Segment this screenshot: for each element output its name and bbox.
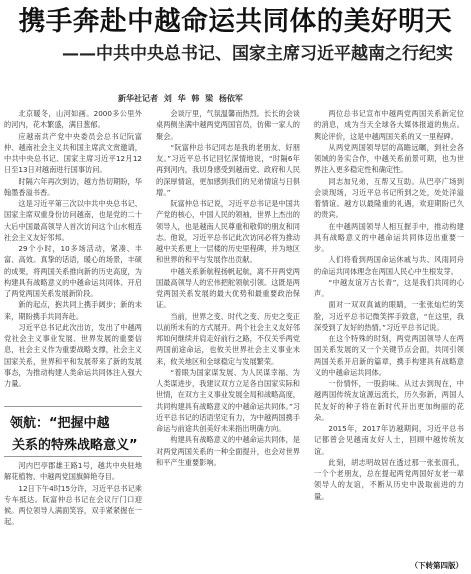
article-column-1 bbox=[4, 108, 142, 389]
paragraph: 时隔六年再次到访，越方热切期盼，华翰墨香溢书香。 bbox=[4, 176, 142, 197]
section-subhead bbox=[4, 408, 144, 456]
paragraph: 面对一双双真诚的眼睛，一张张灿烂的笑脸，习近平总书记微笑挥手致意，“在这里，我深受到了友好的热情。”习近平总书记说。 bbox=[314, 300, 464, 332]
subhead-bottom-rule bbox=[4, 456, 142, 457]
paragraph: 29个小时，10多场活动，紧凑、丰富、高效。真挚的话语，暖心的场景，丰硕的成果，将两国关系推向新的历史高度，为构建具有战略意义的中越命运共同体、开启了两党两国关系发展新阶段。 bbox=[4, 244, 142, 298]
subtitle: ——中共中央总书记、国家主席习近平越南之行纪实 bbox=[62, 44, 453, 64]
paragraph: “阮富仲总书记同志是我的老朋友、好朋友。”习近平总书记回忆深情地说，“时隔6年再到河内，我切身感受到越南党、政府和人民的深厚情谊，更加感到我们的兄弟情谊与日俱增。” bbox=[156, 142, 300, 197]
paragraph: 从两党两国领导层的高瞻远瞩，到社会各领域的务实合作，中越关系前景可期，也为世界注入更多稳定性和确定性。 bbox=[314, 142, 464, 175]
paragraph: 此刻，胡志明故居在透过那一张张面孔，一个个老朋友，总在提起两党两国好友老一辈领导人的友谊，不断从历史中汲取前进的力量。 bbox=[314, 457, 464, 501]
paragraph: “中越友谊万古长青”，这是我们共同的心声。 bbox=[314, 277, 464, 298]
headline: 携手奔赴中越命运共同体的美好明天 bbox=[18, 6, 453, 37]
paragraph: 一份情怀，一股韵味。从过去到现在，中越两国传统友谊源远流长，历久弥新，两国人民友好的种子将在新时代开出更加绚丽的花朵。 bbox=[314, 379, 464, 422]
paragraph: 习近平总书记此次出访，发出了中越两党社会主义事业发展、世界发展的重要信息，社会主义作为重要战略支撑，社会主义国家关系，世界和平和发展带来了新的发展事态，为推动构建人类命运共同体注入强大力量。 bbox=[4, 322, 142, 388]
subhead-line-2: 关系的特殊战略意义” bbox=[12, 438, 138, 453]
paragraph: 人们将看到两国命运休戚与共、风雨同舟的命运共同体理念在两国人民心中生根发芽。 bbox=[314, 255, 464, 276]
byline: 新华社记者 刘 华 韩 梁 杨依军 bbox=[118, 94, 243, 103]
paragraph: 会谈厅里，气氛温馨而热烈。长长的会谈桌两侧坐满中越两党两国官员，仿佛一家人的聚会。 bbox=[156, 109, 300, 141]
paragraph: 新的起点，抱共同上携手阔步；新的未来，期盼携手共同奔赴。 bbox=[4, 300, 142, 321]
paragraph: 阮富仲总书记说，习近平总书记是中国共产党的核心，中国人民的领袖，世界上杰出的领导人，也是越南人民尊重和敬仰的朋友和同志。他说，习近平总书记此次访问必将为推动越中关系更上一层楼的历史里程碑，并为地区和世界的和平与发展作出贡献。 bbox=[156, 199, 300, 265]
paragraph: 在这个特殊的时刻，两党两国领导人在两国关系发展的又一个关键节点会面，共同引领两国关系开启新的篇章，携手构建具有战略意义的中越命运共同体。 bbox=[314, 334, 464, 377]
paragraph: “着眼为国家谋发展、为人民谋幸福、为人类谋进步，我建议双方立足各自国家实际和世情，在双方主义事业发展全局和战略高度，共同构建具有战略意义的中越命运共同体。”习近平总书记的话语坚定有力，为中越两国携手命运与前途共创美好未来指出明确方向。 bbox=[156, 367, 300, 433]
article-column-2 bbox=[156, 108, 300, 468]
article-column-3 bbox=[314, 108, 464, 502]
subhead-top-rule bbox=[4, 406, 142, 407]
paragraph: 同志加兄弟，互帮又互助。从巴亭广场到会谈现场，习近平总书记所到之处，处处洋溢着情谊。越方以最隆重的礼遇，欢迎期盼已久的贵宾。 bbox=[314, 176, 464, 220]
paragraph: 构建具有战略意义的中越命运共同体，是对两党两国关系的一种全面提升，也会对世界和平产生重要影响。 bbox=[156, 435, 300, 467]
paragraph: 在中越两国领导人相互握手中，推动构建具有战略意义的中越命运共同体迈出重要一步。 bbox=[314, 221, 464, 253]
subhead-line-1: 领航：“把握中越 bbox=[10, 416, 110, 431]
paragraph: 两位总书记宣布中越两党两国关系新定位的消息，成为当天全球各大媒体报道的焦点。舆论评价，这是中越两国关系的又一里程碑。 bbox=[314, 109, 464, 141]
article-column-1b bbox=[4, 460, 142, 528]
paragraph: 河内巴亭郡雄王路1号，越共中央驻地解花植物、中越两党国旗鲜艳夺目。 bbox=[4, 461, 142, 482]
paragraph: 北京暖冬，山河如画。2000多公里外的河内，花木繁盛，满目葱郁。 bbox=[4, 109, 142, 130]
continued-note: （下转第四版） bbox=[410, 561, 463, 570]
paragraph: 2015年，2017年访越期间，习近平总书记都曾会见越南友好人士，回顾中越传统友谊。 bbox=[314, 424, 464, 456]
paragraph: 这是习近平第三次以中共中央总书记、国家主席双重身份访问越南，也是党的二十大后中国最高领导人首次访问这个山水相连社会主义友好邻邦。 bbox=[4, 199, 142, 242]
paragraph: 中越关系新航程扬帆起航，离不开两党两国最高领导人的宏伟把舵领航引领。这既是两党两国关系发展的最大优势和最重要政治保证。 bbox=[156, 266, 300, 310]
paragraph: 应越南共产党中央委员会总书记阮富仲、越南社会主义共和国主席武文赏邀请，中共中央总书记、国家主席习近平12月12日至13日对越南进行国事访问。 bbox=[4, 131, 142, 175]
paragraph: 当前，世界之变、时代之变、历史之变正以前所未有的方式展开。两个社会主义友好邻邦如何继续并肩走好前行之路，不仅关乎两党两国前途命运，也攸关世界社会主义事业未来，攸关地区和全球稳定与发展繁荣。 bbox=[156, 311, 300, 366]
paragraph: 12日下午4时15分许，习近平总书记乘专车抵达。阮富仲总书记在会议厅门口迎候。两位领导人满面笑容，双手紧紧握在一起。 bbox=[4, 483, 142, 527]
